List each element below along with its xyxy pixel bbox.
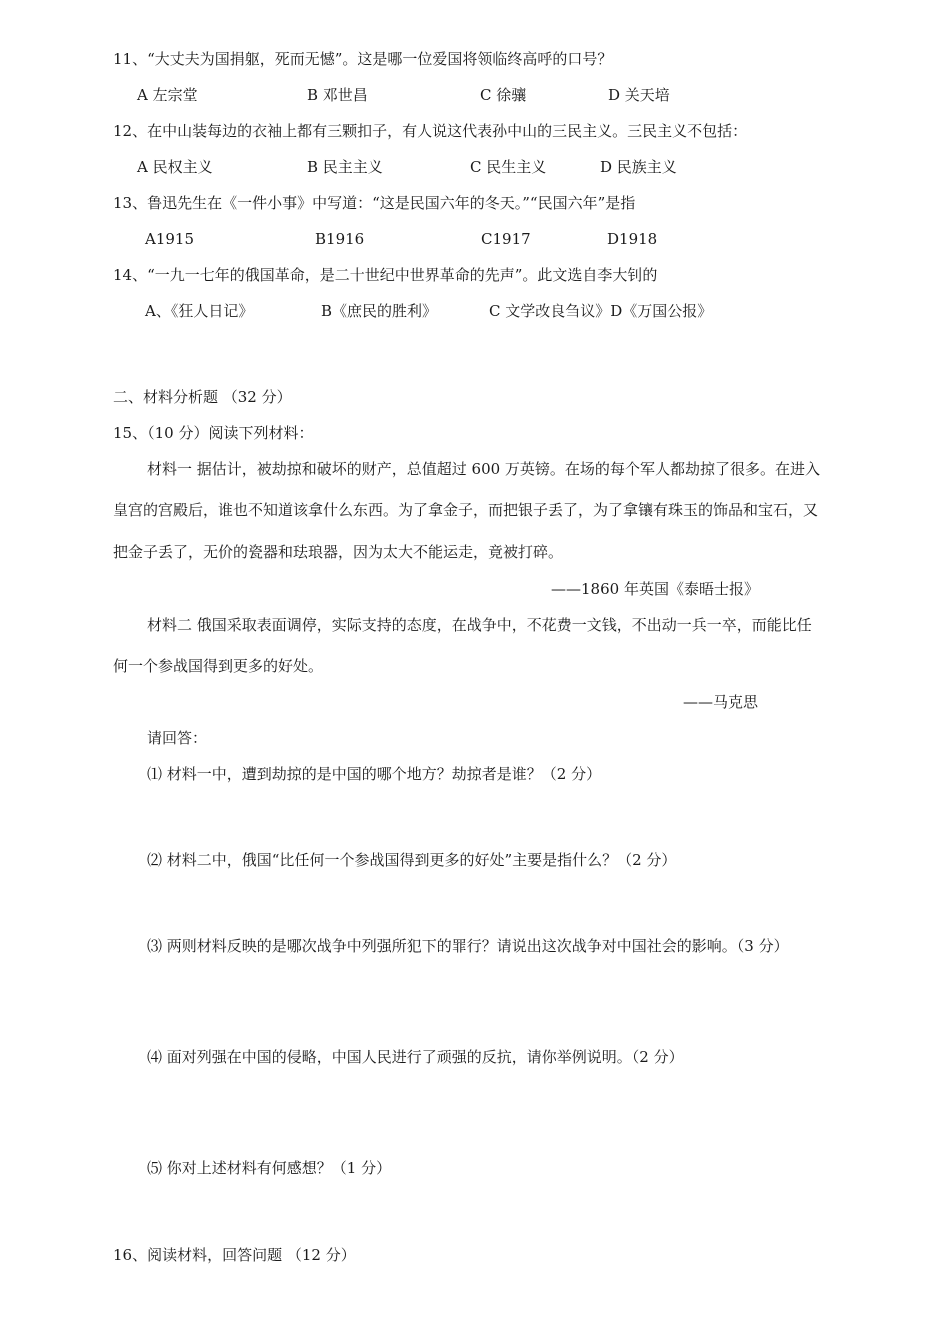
q15-material1-line2: 皇宫的宫殿后，谁也不知道该拿什么东西。为了拿金子，而把银子丢了，为了拿镶有珠玉的饰品和宝石，又 xyxy=(113,501,819,519)
q12-option-c: C 民生主义 xyxy=(470,158,547,176)
q11-option-a: A 左宗堂 xyxy=(137,86,198,104)
q11-option-b: B 邓世昌 xyxy=(307,86,368,104)
q15-material1-source: ——1860 年英国《泰晤士报》 xyxy=(551,580,759,598)
q15-stem: 15、（10 分）阅读下列材料： xyxy=(113,424,314,442)
q11-option-c: C 徐骧 xyxy=(480,86,527,104)
section2-title: 二、材料分析题 （32 分） xyxy=(113,388,292,406)
q15-material2-line1: 材料二 俄国采取表面调停，实际支持的态度，在战争中，不花费一文钱，不出动一兵一卒，而能比任 xyxy=(147,616,812,634)
q12-option-a: A 民权主义 xyxy=(137,158,213,176)
q14-option-cd: C 文学改良刍议》D《万国公报》 xyxy=(489,302,713,320)
q15-sub4: ⑷ 面对列强在中国的侵略，中国人民进行了顽强的反抗，请你举例说明。（2 分） xyxy=(147,1048,684,1066)
q15-sub3: ⑶ 两则材料反映的是哪次战争中列强所犯下的罪行？请说出这次战争对中国社会的影响。（3 分） xyxy=(147,937,789,955)
q14-option-b: B《庶民的胜利》 xyxy=(321,302,438,320)
q12-option-d: D 民族主义 xyxy=(600,158,677,176)
q12-stem: 12、在中山装每边的衣袖上都有三颗扣子，有人说这代表孙中山的三民主义。三民主义不包括： xyxy=(113,122,748,140)
q12-option-b: B 民主主义 xyxy=(307,158,383,176)
q15-material2-line2: 何一个参战国得到更多的好处。 xyxy=(113,657,324,675)
q13-stem: 13、鲁迅先生在《一件小事》中写道：“这是民国六年的冬天。”“民国六年”是指 xyxy=(113,194,636,212)
q11-stem: 11、“大丈夫为国捐躯，死而无憾”。这是哪一位爱国将领临终高呼的口号？ xyxy=(113,50,613,68)
q15-material1-line3: 把金子丢了，无价的瓷器和珐琅器，因为太大不能运走，竟被打碎。 xyxy=(113,543,564,561)
q13-option-d: D1918 xyxy=(607,230,658,248)
q16-stem: 16、阅读材料，回答问题 （12 分） xyxy=(113,1246,356,1264)
q14-option-a: A、《狂人日记》 xyxy=(145,302,254,320)
q15-material1-line1: 材料一 据估计，被劫掠和破坏的财产，总值超过 600 万英镑。在场的每个军人都劫掠了很多。在进入 xyxy=(147,460,820,478)
q13-option-c: C1917 xyxy=(481,230,531,248)
q15-sub1: ⑴ 材料一中，遭到劫掠的是中国的哪个地方？劫掠者是谁？（2 分） xyxy=(147,765,602,783)
q15-sub2: ⑵ 材料二中，俄国“比任何一个参战国得到更多的好处”主要是指什么？（2 分） xyxy=(147,851,677,869)
q15-prompt: 请回答： xyxy=(147,729,208,747)
q15-sub5: ⑸ 你对上述材料有何感想？（1 分） xyxy=(147,1159,392,1177)
q15-material2-source: ——马克思 xyxy=(683,693,759,711)
q14-stem: 14、“一九一七年的俄国革命，是二十世纪中世界革命的先声”。此文选自李大钊的 xyxy=(113,266,658,284)
q11-option-d: D 关天培 xyxy=(608,86,670,104)
q13-option-b: B1916 xyxy=(315,230,365,248)
q13-option-a: A1915 xyxy=(145,230,195,248)
